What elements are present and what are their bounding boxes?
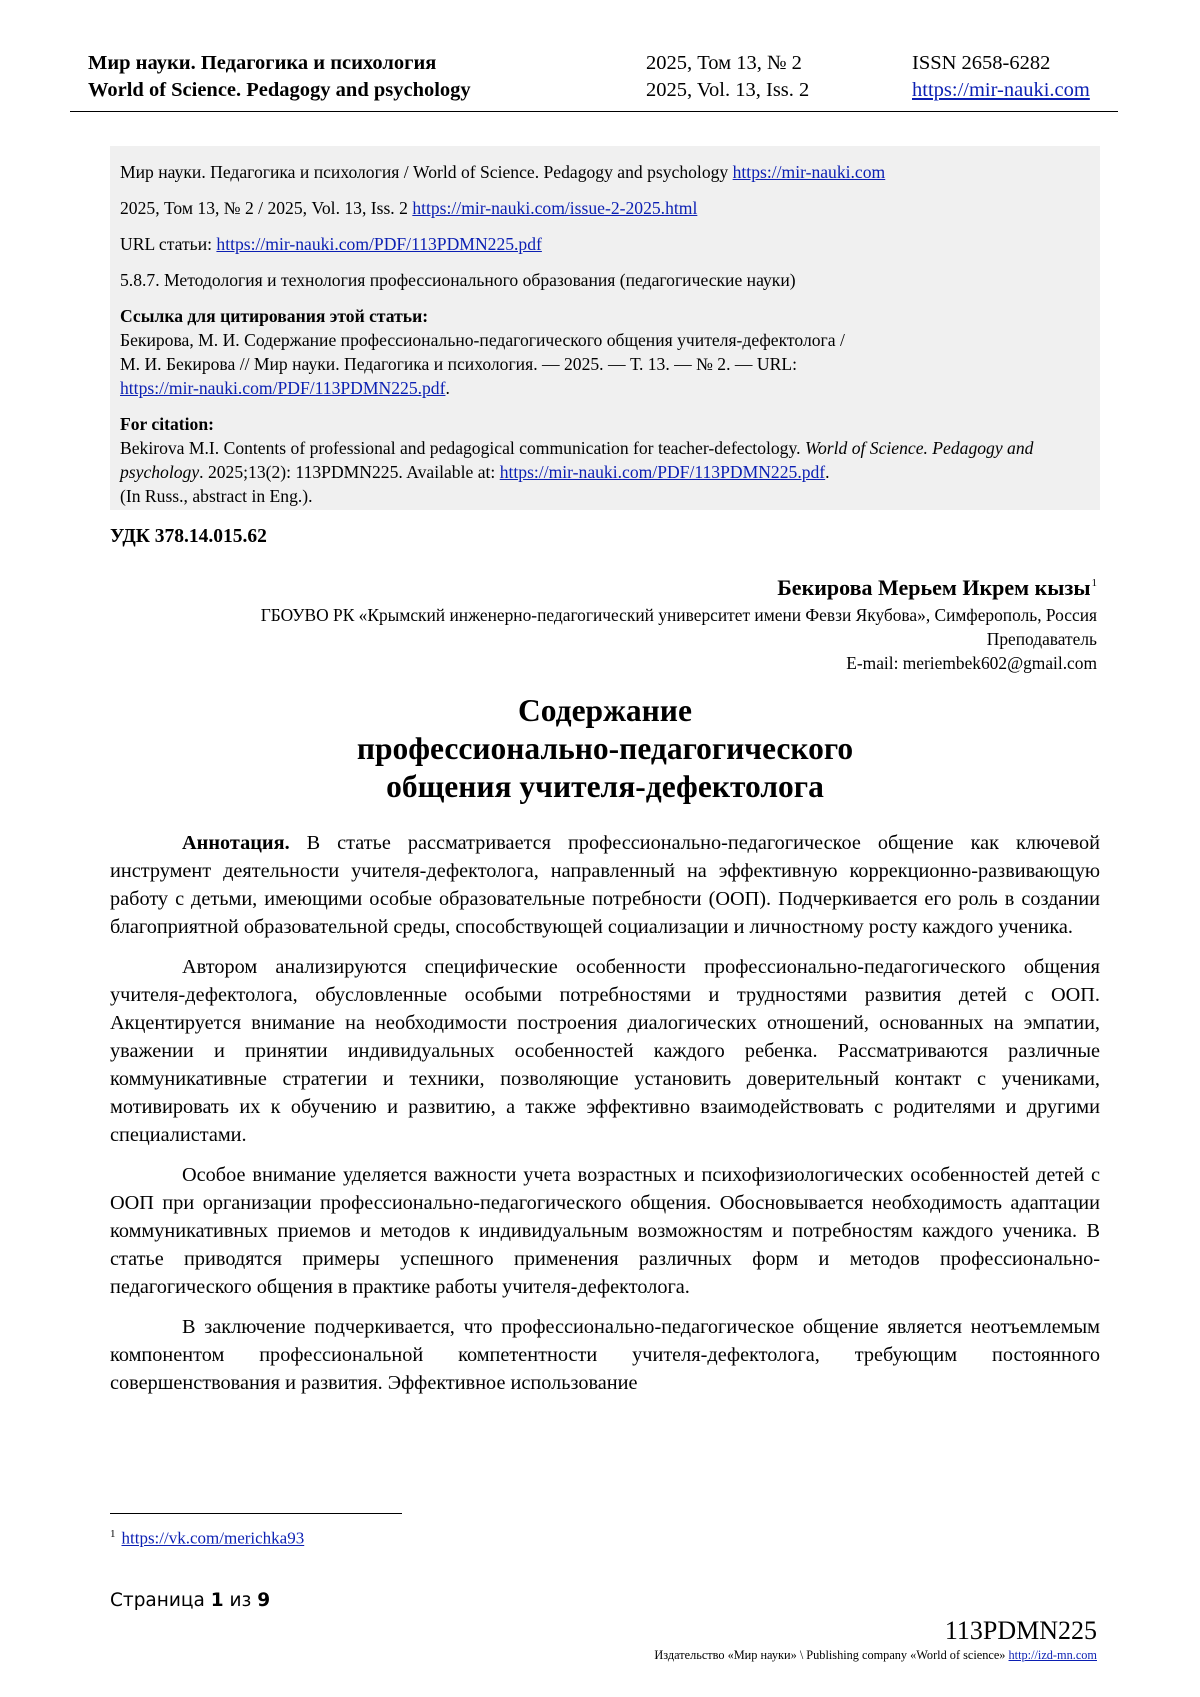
journal-site-link[interactable]: https://mir-nauki.com (912, 79, 1090, 101)
abstract-paragraph-2: Автором анализируются специфические особенности профессионально-педагогического общения учителя-дефектолога, обусловленные особыми потребностями и трудностями развития детей с ООП. Акцентируется внимание на необходимости построения диалогических отношений, основанных на эмпатии, уважении и принятии индивидуальных особенностей каждого ребенка. Рассматриваются различные коммуникативные стратегии и техники, позволяющие установить доверительный контакт с учениками, мотивировать их к обучению и развитию, а также эффективно взаимодействовать с родителями и другими специалистами. (110, 956, 1100, 1146)
title-line-1: Содержание (518, 693, 692, 728)
title-line-3: общения учителя-дефектолога (386, 769, 824, 804)
footnote-divider (110, 1513, 402, 1514)
citebox-issue-line: 2025, Том 13, № 2 / 2025, Vol. 13, Iss. 2 https://mir-nauki.com/issue-2-2025.html (120, 198, 698, 218)
citebox-en-link[interactable]: https://mir-nauki.com/PDF/113PDMN225.pdf (499, 462, 826, 482)
udk-code: УДК 378.14.015.62 (110, 526, 267, 547)
citebox-ru-line1: Бекирова, М. И. Содержание профессионально-педагогического общения учителя-дефектолога / (120, 330, 845, 350)
author-email: E-mail: meriembek602@gmail.com (846, 653, 1097, 673)
citebox-en-tail: (In Russ., abstract in Eng.). (120, 486, 313, 506)
citebox-ru-heading: Ссылка для цитирования этой статьи: (120, 306, 429, 326)
citebox-ru-line2: М. И. Бекирова // Мир науки. Педагогика и психология. — 2025. — Т. 13. — № 2. — URL: (120, 354, 797, 374)
citebox-en-citation: Bekirova M.I. Contents of professional and pedagogical communication for teacher-defectology. World of Science. Pedagogy and psychology. 2025;13(2): 113PDMN225. Available at: https://mir-nauki.com/PDF/113PDMN225.pdf. (120, 438, 1034, 482)
title-line-2: профессионально-педагогического (356, 731, 854, 766)
issue-info (646, 50, 809, 104)
citebox-article-link[interactable]: https://mir-nauki.com/PDF/113PDMN225.pdf (216, 234, 542, 254)
issn: ISSN 2658-6282 (912, 52, 1051, 74)
article-code: 113PDMN225 (944, 1616, 1097, 1645)
author-position: Преподаватель (986, 629, 1097, 649)
citebox-journal-line: Мир науки. Педагогика и психология / World of Science. Pedagogy and psychology https://mir-nauki.com (120, 162, 886, 182)
abstract-paragraph-4: В заключение подчеркивается, что профессионально-педагогическое общение является неотъемлемым компонентом профессиональной компетентности учителя-дефектолога, требующим постоянного совершенствования и развития. Эффективное использование (110, 1316, 1100, 1394)
page-number: Страница 1 из 9 (110, 1590, 271, 1611)
citebox-ru-link[interactable]: https://mir-nauki.com/PDF/113PDMN225.pdf (120, 378, 446, 398)
issn-block (912, 50, 1090, 104)
article-title (110, 692, 1100, 806)
author-block (261, 568, 1097, 675)
publisher-line: Издательство «Мир науки» \ Publishing company «World of science» http://izd-mn.com (654, 1648, 1097, 1662)
citebox-en-heading: For citation: (120, 414, 214, 434)
citebox-ru-link-line: https://mir-nauki.com/PDF/113PDMN225.pdf. (120, 378, 450, 398)
author-name: Бекирова Мерьем Икрем кызы$^1$ (777, 575, 1097, 600)
journal-title (88, 50, 471, 104)
abstract-paragraph-3: Особое внимание уделяется важности учета возрастных и психофизиологических особенностей детей с ООП при организации профессионально-педагогического общения. Обосновывается необходимость адаптации коммуникативных приемов и методов к индивидуальным возможностям и потребностям каждого ученика. В статье приводятся примеры успешного применения различных форм и методов профессионально-педагогического общения в практике работы учителя-дефектолога. (110, 1164, 1100, 1298)
issue-info-en: 2025, Vol. 13, Iss. 2 (646, 79, 810, 101)
journal-title-en: World of Science. Pedagogy and psychology (88, 79, 471, 101)
citebox-specialty: 5.8.7. Методология и технология профессионального образования (педагогические науки) (120, 270, 796, 290)
header-divider (70, 111, 1118, 112)
citebox-url-line: URL статьи: https://mir-nauki.com/PDF/113PDMN225.pdf (120, 234, 542, 254)
author-footnote-mark: 1 (1091, 577, 1097, 589)
issue-info-ru: 2025, Том 13, № 2 (646, 52, 802, 74)
abstract (110, 829, 1100, 1409)
citation-box (110, 146, 1100, 510)
citebox-journal-link[interactable]: https://mir-nauki.com (732, 162, 886, 182)
footnote-link[interactable]: https://vk.com/merichka93 (121, 1528, 305, 1548)
publisher-link[interactable]: http://izd-mn.com (1008, 1648, 1097, 1662)
footnote: $^1$ https://vk.com/merichka93 (110, 1528, 305, 1548)
citebox-issue-link[interactable]: https://mir-nauki.com/issue-2-2025.html (412, 198, 698, 218)
journal-title-ru: Мир науки. Педагогика и психология (88, 52, 437, 74)
abstract-paragraph-1: Аннотация. В статье рассматривается профессионально-педагогическое общение как ключевой инструмент деятельности учителя-дефектолога, направленный на эффективную коррекционно-развивающую работу с детьми, имеющими особые образовательные потребности (ООП). Подчеркивается его роль в создании благоприятной образовательной среды, способствующей социализации и личностному росту каждого ученика. (110, 832, 1100, 938)
author-affiliation: ГБОУВО РК «Крымский инженерно-педагогический университет имени Февзи Якубова», Симферополь, Россия (260, 605, 1097, 625)
abstract-label: Аннотация. (182, 832, 290, 854)
